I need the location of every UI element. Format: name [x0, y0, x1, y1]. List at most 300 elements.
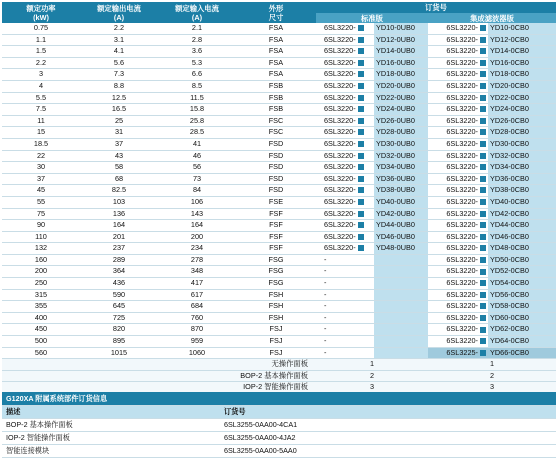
- flt-order-suffix: YD16-0CB0: [488, 57, 556, 69]
- power-cell: 75: [2, 208, 80, 220]
- std-order-suffix: YD36-0UB0: [374, 173, 428, 185]
- in-current-cell: 84: [158, 185, 236, 197]
- flt-order-prefix: [428, 289, 488, 301]
- std-order-suffix: YD26-0UB0: [374, 115, 428, 127]
- flt-order-prefix: [428, 92, 488, 104]
- out-current-cell: 237: [80, 243, 158, 255]
- out-current-cell: 289: [80, 254, 158, 266]
- table-row: [2, 336, 556, 348]
- out-current-cell: 16.5: [80, 104, 158, 116]
- flt-order-prefix: [428, 301, 488, 313]
- power-cell: 1.1: [2, 34, 80, 46]
- frame-cell: FSD: [236, 138, 316, 150]
- std-order-suffix: YD24-0UB0: [374, 104, 428, 116]
- placeholder-square-icon: [480, 71, 486, 77]
- flt-order-prefix-text: 6SL3220-: [446, 289, 478, 299]
- out-current-cell: 590: [80, 289, 158, 301]
- power-cell: 55: [2, 196, 80, 208]
- accessory-order: 6SL3255-0AA00-4CA1: [220, 419, 556, 432]
- header-out-unit: (A): [113, 12, 125, 22]
- power-cell: 110: [2, 231, 80, 243]
- in-current-cell: 6.6: [158, 69, 236, 81]
- std-order-prefix: [316, 127, 374, 139]
- std-order-suffix: YD14-0UB0: [374, 46, 428, 58]
- frame-cell: FSG: [236, 278, 316, 290]
- flt-order-suffix: YD18-0CB0: [488, 69, 556, 81]
- table-row: [2, 57, 556, 69]
- flt-order-prefix-text: 6SL3220-: [446, 150, 478, 160]
- std-order-prefix: [316, 23, 374, 34]
- flt-order-suffix: YD44-0CB0: [488, 220, 556, 232]
- placeholder-square-icon: [480, 187, 486, 193]
- std-order-prefix-text: 6SL3220-: [324, 173, 356, 183]
- in-current-cell: 56: [158, 162, 236, 174]
- out-current-cell: 68: [80, 173, 158, 185]
- std-order-prefix-text: 6SL3220-: [324, 23, 356, 32]
- std-order-prefix: [316, 80, 374, 92]
- std-order-suffix: YD34-0UB0: [374, 162, 428, 174]
- panel-option-label: 无操作面板: [2, 359, 316, 371]
- panel-digit-flt: 1: [489, 359, 495, 369]
- std-order-prefix: -: [316, 289, 374, 301]
- flt-order-prefix: [428, 115, 488, 127]
- table-row: [2, 312, 556, 324]
- flt-order-suffix: YD60-0CB0: [488, 312, 556, 324]
- flt-order-suffix: YD28-0CB0: [488, 127, 556, 139]
- frame-cell: FSC: [236, 115, 316, 127]
- power-cell: 500: [2, 336, 80, 348]
- header-power-text: 额定功率: [26, 3, 56, 13]
- std-order-prefix: -: [316, 254, 374, 266]
- std-order-prefix: [316, 196, 374, 208]
- power-cell: 450: [2, 324, 80, 336]
- flt-order-prefix-text: 6SL3220-: [446, 104, 478, 114]
- power-cell: 0.75: [2, 23, 80, 34]
- out-current-cell: 364: [80, 266, 158, 278]
- out-current-cell: 5.6: [80, 57, 158, 69]
- placeholder-square-icon: [480, 141, 486, 147]
- header-order-no: 订货号: [316, 2, 556, 13]
- in-current-cell: 164: [158, 220, 236, 232]
- std-order-prefix: [316, 173, 374, 185]
- table-row: [2, 301, 556, 313]
- flt-order-prefix-text: 6SL3220-: [446, 173, 478, 183]
- power-cell: 1.5: [2, 46, 80, 58]
- std-order-prefix-text: 6SL3220-: [324, 46, 356, 56]
- std-order-prefix: [316, 243, 374, 255]
- frame-cell: FSF: [236, 243, 316, 255]
- table-row: [2, 243, 556, 255]
- in-current-cell: 684: [158, 301, 236, 313]
- flt-order-prefix-text: 6SL3220-: [446, 69, 478, 79]
- flt-order-suffix: YD26-0CB0: [488, 115, 556, 127]
- placeholder-square-icon: [358, 176, 364, 182]
- placeholder-square-icon: [480, 129, 486, 135]
- std-order-suffix: YD12-0UB0: [374, 34, 428, 46]
- flt-order-prefix-text: 6SL3225-: [446, 347, 478, 357]
- flt-order-suffix: YD34-0CB0: [488, 162, 556, 174]
- flt-order-prefix-text: 6SL3220-: [446, 162, 478, 172]
- power-cell: 355: [2, 301, 80, 313]
- std-order-prefix: [316, 150, 374, 162]
- flt-order-prefix-text: 6SL3220-: [446, 312, 478, 322]
- header-power-unit: (kW): [33, 12, 49, 22]
- out-current-cell: 31: [80, 127, 158, 139]
- panel-option-std-digit: [316, 370, 428, 382]
- flt-order-prefix: [428, 138, 488, 150]
- in-current-cell: 1060: [158, 347, 236, 359]
- std-order-prefix-text: 6SL3220-: [324, 57, 356, 67]
- placeholder-square-icon: [358, 60, 364, 66]
- placeholder-square-icon: [358, 222, 364, 228]
- table-row: [2, 185, 556, 197]
- flt-order-suffix: YD50-0CB0: [488, 254, 556, 266]
- flt-order-prefix-text: 6SL3220-: [446, 324, 478, 334]
- power-cell: 250: [2, 278, 80, 290]
- placeholder-square-icon: [480, 315, 486, 321]
- accessory-desc: BOP-2 基本操作面板: [2, 419, 220, 432]
- flt-order-prefix: [428, 196, 488, 208]
- std-order-suffix: YD46-0UB0: [374, 231, 428, 243]
- frame-cell: FSH: [236, 312, 316, 324]
- placeholder-square-icon: [480, 48, 486, 54]
- frame-cell: FSD: [236, 185, 316, 197]
- accessory-table: [2, 392, 556, 458]
- flt-order-prefix: [428, 57, 488, 69]
- header-in-current-text: 额定输入电流: [175, 3, 219, 13]
- std-order-prefix-text: 6SL3220-: [324, 150, 356, 160]
- flt-order-prefix-text: 6SL3220-: [446, 220, 478, 230]
- power-cell: 200: [2, 266, 80, 278]
- placeholder-square-icon: [358, 245, 364, 251]
- flt-order-prefix-text: 6SL3220-: [446, 46, 478, 56]
- std-order-suffix: YD20-0UB0: [374, 80, 428, 92]
- placeholder-square-icon: [480, 222, 486, 228]
- placeholder-square-icon: [480, 176, 486, 182]
- flt-order-suffix: YD42-0CB0: [488, 208, 556, 220]
- flt-order-suffix: YD10-0CB0: [488, 23, 556, 34]
- header-out-current-text: 额定输出电流: [97, 3, 141, 13]
- header-standard: 标准版: [316, 13, 428, 23]
- placeholder-square-icon: [358, 153, 364, 159]
- placeholder-square-icon: [480, 350, 486, 356]
- in-current-cell: 417: [158, 278, 236, 290]
- flt-order-prefix-text: 6SL3220-: [446, 185, 478, 195]
- table-row: [2, 115, 556, 127]
- in-current-cell: 348: [158, 266, 236, 278]
- out-current-cell: 43: [80, 150, 158, 162]
- std-order-prefix: [316, 57, 374, 69]
- panel-option-label: BOP-2 基本操作面板: [2, 370, 316, 382]
- panel-digit-flt: 2: [489, 370, 495, 380]
- power-cell: 560: [2, 347, 80, 359]
- drive-selection-table: [2, 2, 556, 394]
- std-order-prefix: -: [316, 324, 374, 336]
- std-order-prefix: [316, 208, 374, 220]
- flt-order-suffix: YD22-0CB0: [488, 92, 556, 104]
- power-cell: 160: [2, 254, 80, 266]
- placeholder-square-icon: [358, 234, 364, 240]
- std-order-empty: [374, 312, 428, 324]
- out-current-cell: 7.3: [80, 69, 158, 81]
- std-order-prefix-text: 6SL3220-: [324, 220, 356, 230]
- frame-cell: FSD: [236, 173, 316, 185]
- panel-option-row: [2, 370, 556, 382]
- frame-cell: FSB: [236, 92, 316, 104]
- panel-digit-std: 1: [369, 359, 375, 369]
- flt-order-suffix: YD36-0CB0: [488, 173, 556, 185]
- frame-cell: FSH: [236, 301, 316, 313]
- flt-order-prefix: [428, 69, 488, 81]
- flt-order-prefix-text: 6SL3220-: [446, 301, 478, 311]
- accessory-order: 6SL3255-0AA00-5AA0: [220, 445, 556, 458]
- frame-cell: FSD: [236, 162, 316, 174]
- std-order-prefix-text: 6SL3220-: [324, 92, 356, 102]
- placeholder-square-icon: [358, 95, 364, 101]
- out-current-cell: 895: [80, 336, 158, 348]
- power-cell: 400: [2, 312, 80, 324]
- flt-order-suffix: YD54-0CB0: [488, 278, 556, 290]
- flt-order-prefix-text: 6SL3220-: [446, 23, 478, 32]
- accessory-order: 6SL3255-0AA00-4JA2: [220, 432, 556, 445]
- header-frame-text2: 尺寸: [268, 12, 284, 22]
- flt-order-prefix: [428, 220, 488, 232]
- out-current-cell: 103: [80, 196, 158, 208]
- std-order-prefix: [316, 92, 374, 104]
- frame-cell: FSA: [236, 34, 316, 46]
- panel-option-row: [2, 359, 556, 371]
- flt-order-suffix: YD62-0CB0: [488, 324, 556, 336]
- std-order-prefix: [316, 231, 374, 243]
- in-current-cell: 41: [158, 138, 236, 150]
- out-current-cell: 4.1: [80, 46, 158, 58]
- std-order-prefix-text: 6SL3220-: [324, 104, 356, 114]
- placeholder-square-icon: [358, 118, 364, 124]
- placeholder-square-icon: [480, 269, 486, 275]
- std-order-prefix-text: 6SL3220-: [324, 69, 356, 79]
- placeholder-square-icon: [480, 60, 486, 66]
- placeholder-square-icon: [358, 129, 364, 135]
- table-row: [2, 69, 556, 81]
- placeholder-square-icon: [480, 83, 486, 89]
- accessory-col-desc: 描述: [2, 406, 220, 419]
- flt-order-prefix: [428, 266, 488, 278]
- power-cell: 15: [2, 127, 80, 139]
- std-order-empty: [374, 289, 428, 301]
- in-current-cell: 25.8: [158, 115, 236, 127]
- table-row: [2, 254, 556, 266]
- table-row: [2, 138, 556, 150]
- in-current-cell: 8.5: [158, 80, 236, 92]
- flt-order-prefix: [428, 173, 488, 185]
- std-order-prefix: [316, 138, 374, 150]
- placeholder-square-icon: [358, 48, 364, 54]
- frame-cell: FSA: [236, 57, 316, 69]
- flt-order-prefix-text: 6SL3220-: [446, 243, 478, 253]
- flt-order-suffix: YD12-0CB0: [488, 34, 556, 46]
- frame-cell: FSF: [236, 231, 316, 243]
- accessory-row: [2, 432, 556, 445]
- placeholder-square-icon: [480, 292, 486, 298]
- flt-order-suffix: YD56-0CB0: [488, 289, 556, 301]
- table-row: [2, 104, 556, 116]
- out-current-cell: 164: [80, 220, 158, 232]
- power-cell: 45: [2, 185, 80, 197]
- frame-cell: FSJ: [236, 347, 316, 359]
- panel-option-rows: [2, 359, 556, 394]
- flt-order-prefix: [428, 23, 488, 34]
- out-current-cell: 820: [80, 324, 158, 336]
- panel-digit-std: 2: [369, 370, 375, 380]
- power-cell: 37: [2, 173, 80, 185]
- frame-cell: FSG: [236, 254, 316, 266]
- std-order-prefix: [316, 115, 374, 127]
- in-current-cell: 870: [158, 324, 236, 336]
- flt-order-prefix-text: 6SL3220-: [446, 254, 478, 264]
- frame-cell: FSD: [236, 150, 316, 162]
- flt-order-prefix-text: 6SL3220-: [446, 278, 478, 288]
- table-row: [2, 220, 556, 232]
- panel-option-label: IOP-2 智能操作面板: [2, 382, 316, 394]
- placeholder-square-icon: [358, 37, 364, 43]
- flt-order-prefix: [428, 324, 488, 336]
- accessory-rows: [2, 419, 556, 458]
- flt-order-suffix: YD48-0CB0: [488, 243, 556, 255]
- frame-cell: FSJ: [236, 324, 316, 336]
- accessory-title: G120XA 附属系统部件订货信息: [2, 392, 556, 406]
- flt-order-prefix: [428, 104, 488, 116]
- std-order-prefix-text: 6SL3220-: [324, 34, 356, 44]
- flt-order-prefix: [428, 231, 488, 243]
- power-cell: 18.5: [2, 138, 80, 150]
- placeholder-square-icon: [480, 199, 486, 205]
- out-current-cell: 136: [80, 208, 158, 220]
- std-order-prefix-text: 6SL3220-: [324, 138, 356, 148]
- power-cell: 315: [2, 289, 80, 301]
- table-row: [2, 162, 556, 174]
- std-order-empty: [374, 266, 428, 278]
- placeholder-square-icon: [358, 106, 364, 112]
- header-power: [2, 2, 80, 23]
- accessory-row: [2, 419, 556, 432]
- std-order-prefix: [316, 46, 374, 58]
- flt-order-suffix: YD52-0CB0: [488, 266, 556, 278]
- frame-cell: FSG: [236, 266, 316, 278]
- in-current-cell: 28.5: [158, 127, 236, 139]
- std-order-prefix: [316, 69, 374, 81]
- std-order-prefix-text: 6SL3220-: [324, 185, 356, 195]
- out-current-cell: 201: [80, 231, 158, 243]
- flt-order-suffix: YD32-0CB0: [488, 150, 556, 162]
- panel-option-flt-digit: [428, 370, 556, 382]
- flt-order-suffix: YD24-0CB0: [488, 104, 556, 116]
- flt-order-prefix: [428, 243, 488, 255]
- std-order-empty: [374, 254, 428, 266]
- std-order-prefix-text: 6SL3220-: [324, 162, 356, 172]
- std-order-empty: [374, 336, 428, 348]
- table-row: [2, 150, 556, 162]
- table-row: [2, 231, 556, 243]
- std-order-prefix-text: 6SL3220-: [324, 208, 356, 218]
- placeholder-square-icon: [480, 211, 486, 217]
- flt-order-suffix: YD58-0CB0: [488, 301, 556, 313]
- table-row: [2, 92, 556, 104]
- table-row: [2, 173, 556, 185]
- std-order-prefix: [316, 104, 374, 116]
- flt-order-prefix-text: 6SL3220-: [446, 80, 478, 90]
- accessory-row: [2, 445, 556, 458]
- out-current-cell: 3.1: [80, 34, 158, 46]
- placeholder-square-icon: [480, 303, 486, 309]
- placeholder-square-icon: [358, 83, 364, 89]
- flt-order-prefix: [428, 34, 488, 46]
- flt-order-suffix: YD30-0CB0: [488, 138, 556, 150]
- accessory-col-order: 订货号: [220, 406, 556, 419]
- std-order-suffix: YD40-0UB0: [374, 196, 428, 208]
- frame-cell: FSA: [236, 23, 316, 34]
- std-order-prefix: -: [316, 301, 374, 313]
- out-current-cell: 8.8: [80, 80, 158, 92]
- flt-order-prefix-text: 6SL3220-: [446, 231, 478, 241]
- placeholder-square-icon: [480, 280, 486, 286]
- in-current-cell: 106: [158, 196, 236, 208]
- std-order-suffix: YD42-0UB0: [374, 208, 428, 220]
- std-order-prefix: [316, 34, 374, 46]
- flt-order-prefix-text: 6SL3220-: [446, 208, 478, 218]
- out-current-cell: 25: [80, 115, 158, 127]
- frame-cell: FSB: [236, 104, 316, 116]
- flt-order-prefix: [428, 127, 488, 139]
- flt-order-prefix: [428, 162, 488, 174]
- std-order-prefix: -: [316, 336, 374, 348]
- header-out-current: [80, 2, 158, 23]
- flt-order-prefix: [428, 150, 488, 162]
- placeholder-square-icon: [358, 199, 364, 205]
- in-current-cell: 278: [158, 254, 236, 266]
- std-order-prefix: -: [316, 278, 374, 290]
- std-order-prefix: -: [316, 266, 374, 278]
- placeholder-square-icon: [480, 338, 486, 344]
- panel-digit-std: 3: [369, 382, 375, 392]
- flt-order-prefix-text: 6SL3220-: [446, 336, 478, 346]
- table-row: [2, 34, 556, 46]
- std-order-prefix-text: 6SL3220-: [324, 231, 356, 241]
- out-current-cell: 58: [80, 162, 158, 174]
- power-cell: 4: [2, 80, 80, 92]
- flt-order-prefix-text: 6SL3220-: [446, 92, 478, 102]
- flt-order-prefix-text: 6SL3220-: [446, 127, 478, 137]
- power-cell: 5.5: [2, 92, 80, 104]
- frame-cell: FSE: [236, 196, 316, 208]
- frame-cell: FSF: [236, 208, 316, 220]
- power-cell: 30: [2, 162, 80, 174]
- table-row: [2, 266, 556, 278]
- frame-cell: FSC: [236, 127, 316, 139]
- in-current-cell: 617: [158, 289, 236, 301]
- table-row: [2, 23, 556, 34]
- std-order-suffix: YD30-0UB0: [374, 138, 428, 150]
- in-current-cell: 5.3: [158, 57, 236, 69]
- table-row: [2, 278, 556, 290]
- std-order-suffix: YD16-0UB0: [374, 57, 428, 69]
- flt-order-prefix-text: 6SL3220-: [446, 266, 478, 276]
- in-current-cell: 3.6: [158, 46, 236, 58]
- std-order-empty: [374, 347, 428, 359]
- flt-order-prefix: [428, 278, 488, 290]
- placeholder-square-icon: [358, 211, 364, 217]
- std-order-empty: [374, 278, 428, 290]
- frame-cell: FSH: [236, 289, 316, 301]
